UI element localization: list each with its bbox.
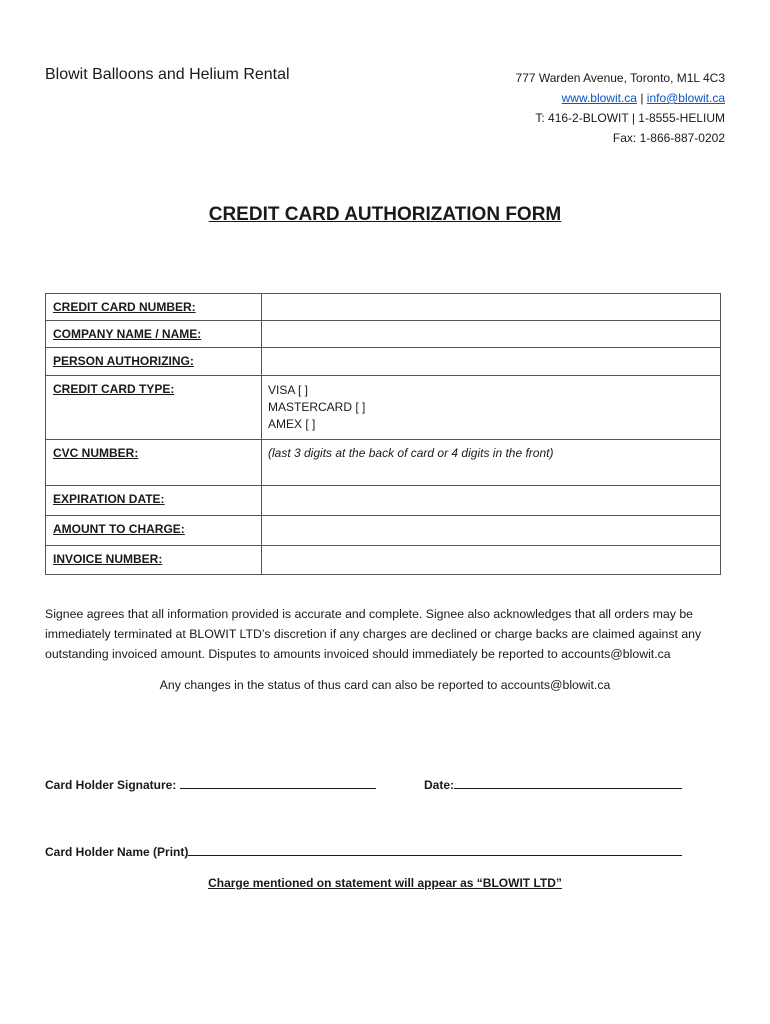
signature-row bbox=[45, 776, 376, 792]
table-row bbox=[46, 321, 721, 348]
person-authorizing-label: PERSON AUTHORIZING: bbox=[46, 348, 262, 376]
email-link[interactable]: info@blowit.ca bbox=[646, 91, 725, 105]
table-row bbox=[46, 348, 721, 376]
card-number-label: CREDIT CARD NUMBER: bbox=[46, 294, 262, 321]
fax: Fax: 1-866-887-0202 bbox=[612, 131, 725, 145]
mastercard-option[interactable]: MASTERCARD [ ] bbox=[268, 400, 366, 414]
address: 777 Warden Avenue, Toronto, M1L 4C3 bbox=[515, 71, 725, 85]
table-row bbox=[46, 516, 721, 546]
holder-name-label: Card Holder Name (Print) bbox=[45, 845, 189, 859]
website-link[interactable]: www.blowit.ca bbox=[561, 91, 637, 105]
holder-name-row bbox=[45, 843, 682, 859]
date-row bbox=[424, 776, 682, 792]
table-row bbox=[46, 440, 721, 486]
signature-label: Card Holder Signature: bbox=[45, 778, 180, 792]
authorization-table bbox=[45, 293, 721, 575]
cvc-label: CVC NUMBER: bbox=[46, 440, 262, 486]
expiration-field[interactable] bbox=[262, 486, 721, 516]
signature-line[interactable] bbox=[180, 776, 376, 789]
table-row bbox=[46, 376, 721, 440]
visa-option[interactable]: VISA [ ] bbox=[268, 383, 309, 397]
amount-label: AMOUNT TO CHARGE: bbox=[46, 516, 262, 546]
invoice-label: INVOICE NUMBER: bbox=[46, 546, 262, 575]
card-number-field[interactable] bbox=[262, 294, 721, 321]
contact-block bbox=[516, 68, 725, 148]
form-title: CREDIT CARD AUTHORIZATION FORM bbox=[208, 204, 562, 225]
company-name: Blowit Balloons and Helium Rental bbox=[45, 66, 290, 83]
phone: T: 416-2-BLOWIT | 1-8555-HELIUM bbox=[535, 111, 725, 125]
company-name-field[interactable] bbox=[262, 321, 721, 348]
cvc-field[interactable] bbox=[262, 440, 721, 486]
amount-field[interactable] bbox=[262, 516, 721, 546]
company-name-label: COMPANY NAME / NAME: bbox=[46, 321, 262, 348]
statement-note: Charge mentioned on statement will appear as “BLOWIT LTD” bbox=[208, 876, 562, 890]
cvc-note: (last 3 digits at the back of card or 4 digits in the front) bbox=[268, 446, 554, 460]
date-label: Date: bbox=[424, 778, 455, 792]
card-type-field bbox=[262, 376, 721, 440]
amex-option[interactable]: AMEX [ ] bbox=[268, 417, 316, 431]
agreement-paragraph: Signee agrees that all information provided is accurate and complete. Signee also acknowledges that all orders may be immediately terminated at BLOWIT LTD’s discretion if any charges are declined or charge backs are claimed against any outstanding invoiced amount. Disputes to amounts invoiced should immediately be reported to accounts@blowit.ca bbox=[45, 607, 702, 661]
date-line[interactable] bbox=[454, 776, 682, 789]
web-email-line bbox=[516, 88, 725, 108]
table-row bbox=[46, 294, 721, 321]
holder-name-line[interactable] bbox=[188, 843, 682, 856]
person-authorizing-field[interactable] bbox=[262, 348, 721, 376]
card-type-label: CREDIT CARD TYPE: bbox=[46, 376, 262, 440]
table-row bbox=[46, 546, 721, 575]
separator: | bbox=[640, 91, 644, 105]
changes-note: Any changes in the status of thus card can also be reported to accounts@blowit.ca bbox=[159, 678, 611, 692]
expiration-label: EXPIRATION DATE: bbox=[46, 486, 262, 516]
invoice-field[interactable] bbox=[262, 546, 721, 575]
table-row bbox=[46, 486, 721, 516]
